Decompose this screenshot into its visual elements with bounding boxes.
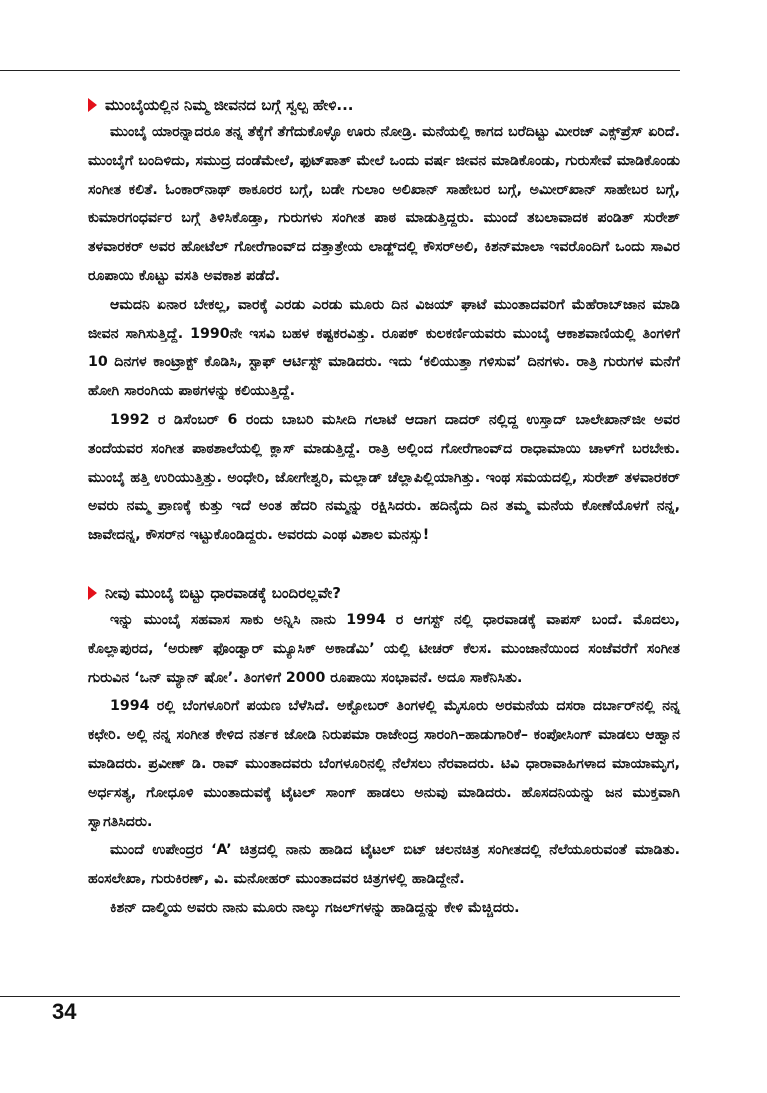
paragraph: ಕಿಶನ್ ದಾಲ್ಮಿಯ ಅವರು ನಾನು ಮೂರು ನಾಲ್ಕು ಗಜಲ್‌ಗಳನ್ನು ಹಾಡಿದ್ದನ್ನು ಕೇಳಿ ಮೆಚ್ಚಿದರು. [110,899,520,916]
page-number: 34 [52,999,77,1024]
question-heading [88,580,680,606]
red-triangle-bullet-icon [88,586,97,600]
question-heading [88,92,680,118]
paragraph: ಮುಂಬೈ ಯಾರನ್ನಾದರೂ ತನ್ನ ತೆಕ್ಕೆಗೆ ತೆಗೆದುಕೊಳ್ಳೊ ಊರು ನೋಡ್ರಿ. ಮನೆಯಲ್ಲಿ ಕಾಗದ ಬರೆದಿಟ್ಟು ಮೀರಜ್ ಎಕ್ಸ್‌ಪ್ರೆಸ್ ಏರಿದೆ. ಮುಂಬೈಗೆ ಬಂದಿಳಿದು, ಸಮುದ್ರ ದಂಡೆಮೇಲೆ, ಫುಟ್‌ಪಾತ್ ಮೇಲೆ ಒಂದು ವರ್ಷ ಜೀವನ ಮಾಡಿಕೊಂಡು, ಗುರುಸೇವೆ ಮಾಡಿಕೊಂಡು ಸಂಗೀತ ಕಲಿತೆ. ಓಂಕಾರ್‌ನಾಥ್ ಠಾಕೂರರ ಬಗ್ಗೆ, ಬಡೇ ಗುಲಾಂ ಅಲಿಖಾನ್ ಸಾಹೇಬರ ಬಗ್ಗೆ, ಅಮೀರ್‌ಖಾನ್ ಸಾಹೇಬರ ಬಗ್ಗೆ, ಕುಮಾರಗಂಧರ್ವರ ಬಗ್ಗೆ ತಿಳಿಸಿಕೊಡ್ತಾ, ಗುರುಗಳು ಸಂಗೀತ ಪಾಠ ಮಾಡುತ್ತಿದ್ದರು. ಮುಂದೆ ತಬಲಾವಾದಕ ಪಂಡಿತ್ ಸುರೇಶ್ ತಳವಾರಕರ್ ಅವರ ಹೋಟೆಲ್ ಗೋರೆಗಾಂವ್‌ದ ದತ್ತಾತ್ರೇಯ ಲಾಡ್ಜ್‌ದಲ್ಲಿ ಕೌಸರ್‌ಅಲಿ, ಕಿಶನ್‌ಮಾಲಾ ಇವರೊಂದಿಗೆ ಒಂದು ಸಾವಿರ ರೂಪಾಯಿ ಕೊಟ್ಟು ವಸತಿ ಅವಕಾಶ ಪಡೆದೆ. [88,124,680,284]
paragraph: ಮುಂದೆ ಉಪೇಂದ್ರರ ‘A’ ಚಿತ್ರದಲ್ಲಿ ನಾನು ಹಾಡಿದ ಟೈಟಲ್ ಬಿಟ್ ಚಲನಚಿತ್ರ ಸಂಗೀತದಲ್ಲಿ ನೆಲೆಯೂರುವಂತೆ ಮಾಡಿತು. ಹಂಸಲೇಖಾ, ಗುರುಕಿರಣ್, ವಿ. ಮನೋಹರ್ ಮುಂತಾದವರ ಚಿತ್ರಗಳಲ್ಲಿ ಹಾಡಿದ್ದೇನೆ. [88,842,680,888]
question-text: ನೀವು ಮುಂಬೈ ಬಿಟ್ಟು ಧಾರವಾಡಕ್ಕೆ ಬಂದಿರಲ್ಲವೇ? [105,583,341,602]
top-rule [0,70,680,71]
paragraph: ಇನ್ನು ಮುಂಬೈ ಸಹವಾಸ ಸಾಕು ಅನ್ನಿಸಿ ನಾನು 1994 ರ ಆಗಸ್ಟ್ ನಲ್ಲಿ ಧಾರವಾಡಕ್ಕೆ ವಾಪಸ್ ಬಂದೆ. ಮೊದಲು, ಕೊಲ್ಲಾಪುರದ, ‘ಅರುಣ್ ಫೊಂಡ್ವಾರ್ ಮ್ಯೂಸಿಕ್ ಅಕಾಡೆಮಿ’ ಯಲ್ಲಿ ಟೀಚರ್ ಕೆಲಸ. ಮುಂಜಾನೆಯಿಂದ ಸಂಜೆವರೆಗೆ ಸಂಗೀತ ಗುರುವಿನ ‘ಒನ್ ಮ್ಯಾನ್ ಷೋ’. ತಿಂಗಳಿಗೆ 2000 ರೂಪಾಯಿ ಸಂಭಾವನೆ. ಅದೂ ಸಾಕೆನಿಸಿತು. [88,611,680,686]
bottom-rule [0,996,680,997]
question-text: ಮುಂಬೈಯಲ್ಲಿನ ನಿಮ್ಮ ಜೀವನದ ಬಗ್ಗೆ ಸ್ವಲ್ಪ ಹೇಳಿ... [105,96,354,114]
paragraph: 1992 ರ ಡಿಸೆಂಬರ್ 6 ರಂದು ಬಾಬರಿ ಮಸೀದಿ ಗಲಾಟೆ ಆದಾಗ ದಾದರ್ ನಲ್ಲಿದ್ದ ಉಸ್ತಾದ್ ಬಾಲೇಖಾನ್‌ಜೀ ಅವರ ತಂದೆಯವರ ಸಂಗೀತ ಪಾಠಶಾಲೆಯಲ್ಲಿ ಕ್ಲಾಸ್ ಮಾಡುತ್ತಿದ್ದೆ. ರಾತ್ರಿ ಅಲ್ಲಿಂದ ಗೋರೆಗಾಂವ್‌ದ ರಾಧಾಮಾಯಿ ಚಾಳ್‌ಗೆ ಬರಬೇಕು. ಮುಂಬೈ ಹತ್ತಿ ಉರಿಯುತ್ತಿತ್ತು. ಅಂಧೇರಿ, ಜೋಗೇಶ್ವರಿ, ಮಲ್ಲಾಡ್ ಚೆಲ್ಲಾಪಿಲ್ಲಿಯಾಗಿತ್ತು. ಇಂಥ ಸಮಯದಲ್ಲಿ, ಸುರೇಶ್ ತಳವಾರಕರ್ ಅವರು ನಮ್ಮ ಪ್ರಾಣಕ್ಕೆ ಕುತ್ತು ಇದೆ ಅಂತ ಹೆದರಿ ನಮ್ಮನ್ನು ರಕ್ಷಿಸಿದರು. ಹದಿನೈದು ದಿನ ತಮ್ಮ ಮನೆಯ ಕೋಣೆಯೊಳಗೆ ನನ್ನ, ಜಾವೇದನ್ನ, ಕೌಸರ್‌ನ ಇಟ್ಟುಕೊಂಡಿದ್ದರು. ಅವರದು ಎಂಥ ವಿಶಾಲ ಮನಸ್ಸು! [88,411,680,544]
paragraph: 1994 ರಲ್ಲಿ ಬೆಂಗಳೂರಿಗೆ ಪಯಣ ಬೆಳೆಸಿದೆ. ಅಕ್ಟೋಬರ್ ತಿಂಗಳಲ್ಲಿ ಮೈಸೂರು ಅರಮನೆಯ ದಸರಾ ದರ್ಬಾರ್‌ನಲ್ಲಿ ನನ್ನ ಕಛೇರಿ. ಅಲ್ಲಿ ನನ್ನ ಸಂಗೀತ ಕೇಳಿದ ನರ್ತಕ ಜೋಡಿ ನಿರುಪಮಾ ರಾಜೇಂದ್ರ ಸಾರಂಗಿ–ಹಾಡುಗಾರಿಕೆ– ಕಂಪೋಸಿಂಗ್ ಮಾಡಲು ಆಹ್ವಾನ ಮಾಡಿದರು. ಪ್ರವೀಣ್ ಡಿ. ರಾವ್ ಮುಂತಾದವರು ಬೆಂಗಳೂರಿನಲ್ಲಿ ನೆಲೆಸಲು ನೆರವಾದರು. ಟಿವಿ ಧಾರಾವಾಹಿಗಳಾದ ಮಾಯಾಮೃಗ, ಅರ್ಧಸತ್ಯ, ಗೋಧೂಳಿ ಮುಂತಾದುವಕ್ಕೆ ಟೈಟಲ್ ಸಾಂಗ್ ಹಾಡಲು ಅನುವು ಮಾಡಿದರು. ಹೊಸದನಿಯನ್ನು ಜನ ಮುಕ್ತವಾಗಿ ಸ್ವಾಗತಿಸಿದರು. [88,698,680,830]
section-return-dharwad [88,580,680,923]
section-mumbai-life [88,92,680,550]
page-content [88,92,680,923]
paragraph: ಆಮದನಿ ಏನಾರ ಬೇಕಲ್ಲ, ವಾರಕ್ಕೆ ಎರಡು ಎರಡು ಮೂರು ದಿನ ವಿಜಯ್ ಘಾಟೆ ಮುಂತಾದವರಿಗೆ ಮೆಹೆರಾಬ್‌ಜಾನ ಮಾಡಿ ಜೀವನ ಸಾಗಿಸುತ್ತಿದ್ದೆ. 1990ನೇ ಇಸವಿ ಬಹಳ ಕಷ್ಟಕರವಿತ್ತು. ರೂಪಕ್ ಕುಲಕರ್ಣಿಯವರು ಮುಂಬೈ ಆಕಾಶವಾಣಿಯಲ್ಲಿ ತಿಂಗಳಿಗೆ 10 ದಿನಗಳ ಕಾಂಟ್ರಾಕ್ಟ್ ಕೊಡಿಸಿ, ಸ್ಟಾಫ್ ಆರ್ಟಿಸ್ಟ್ ಮಾಡಿದರು. ಇದು ‘ಕಲಿಯುತ್ತಾ ಗಳಿಸುವ’ ದಿನಗಳು. ರಾತ್ರಿ ಗುರುಗಳ ಮನೆಗೆ ಹೋಗಿ ಸಾರಂಗಿಯ ಪಾಠಗಳನ್ನು ಕಲಿಯುತ್ತಿದ್ದೆ. [88,296,680,400]
red-triangle-bullet-icon [88,98,97,112]
